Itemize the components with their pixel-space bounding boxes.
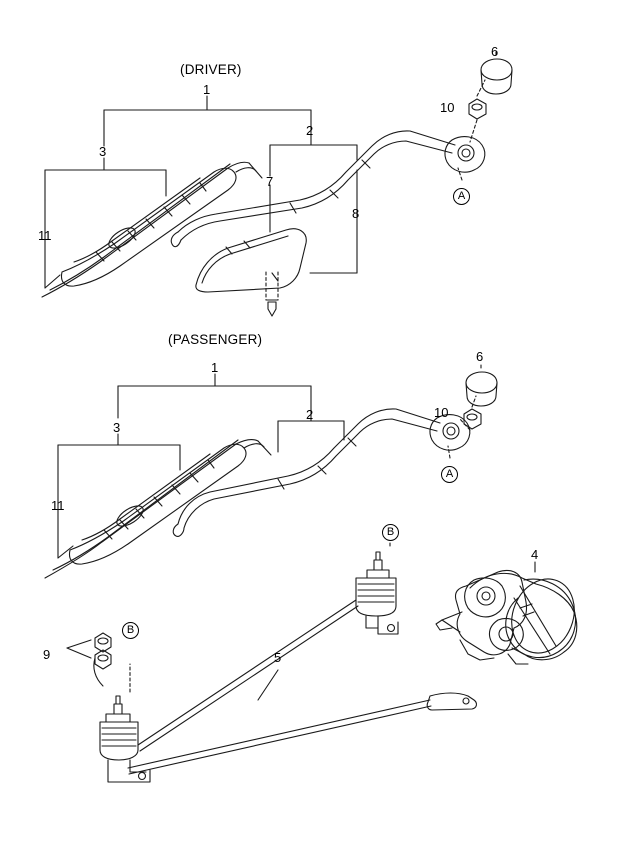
callout-driver-3: 3 — [99, 144, 107, 159]
callout-passenger-10: 10 — [434, 405, 449, 420]
callout-5: 5 — [274, 650, 282, 665]
leader-passenger-11 — [58, 474, 73, 558]
callout-9: 9 — [43, 647, 51, 662]
linkage-nut-lower — [95, 650, 111, 669]
callout-driver-1: 1 — [203, 82, 211, 97]
leader-driver-8 — [310, 170, 360, 273]
section-title-passenger: (PASSENGER) — [168, 332, 263, 347]
lower-pivot-assembly — [100, 696, 150, 782]
passenger-pivot-cap — [466, 372, 497, 406]
driver-pivot-cap — [481, 59, 512, 94]
passenger-wiper-blade — [45, 440, 271, 578]
leader-driver-3 — [45, 158, 166, 200]
driver-nut-dashes — [470, 80, 485, 142]
driver-pivot-nut — [469, 99, 486, 119]
linkage-nut-leader — [67, 640, 103, 686]
section-title-driver: (DRIVER) — [180, 62, 242, 77]
badge-b-lower: B — [122, 622, 139, 639]
callout-passenger-1: 1 — [211, 360, 219, 375]
driver-badge-a-leader — [458, 168, 462, 180]
leader-driver-2 — [270, 136, 357, 176]
upper-pivot-assembly — [356, 552, 398, 634]
callout-4: 4 — [531, 547, 539, 562]
callout-driver-7: 7 — [266, 174, 274, 189]
passenger-wiper-arm — [173, 409, 470, 537]
driver-screw-body — [266, 300, 278, 316]
driver-arm-screw — [266, 272, 278, 300]
callout-passenger-6: 6 — [476, 349, 484, 364]
driver-wiper-arm — [171, 131, 485, 247]
callout-driver-2: 2 — [306, 123, 314, 138]
callout-driver-8: 8 — [352, 206, 360, 221]
wiper-linkage-rods — [128, 600, 476, 774]
leader-passenger-1 — [118, 374, 311, 418]
callout-passenger-3: 3 — [113, 420, 121, 435]
leader-driver-1 — [104, 96, 314, 146]
passenger-badge-a-leader — [448, 446, 450, 458]
callout-driver-11: 11 — [38, 228, 52, 243]
badge-a-driver: A — [453, 188, 470, 205]
callout-driver-10: 10 — [440, 100, 455, 115]
callout-passenger-11: 11 — [51, 498, 65, 513]
callout-driver-6: 6 — [491, 44, 499, 59]
callout-passenger-2: 2 — [306, 407, 314, 422]
driver-arm-cover — [196, 229, 306, 292]
wiper-motor — [436, 570, 585, 664]
driver-wiper-blade — [42, 162, 262, 297]
linkage-nut-upper — [95, 633, 111, 652]
leader-driver-11 — [45, 200, 60, 288]
badge-a-passenger: A — [441, 466, 458, 483]
badge-b-upper: B — [382, 524, 399, 541]
leader-passenger-3 — [58, 434, 180, 474]
leader-5 — [258, 670, 278, 700]
